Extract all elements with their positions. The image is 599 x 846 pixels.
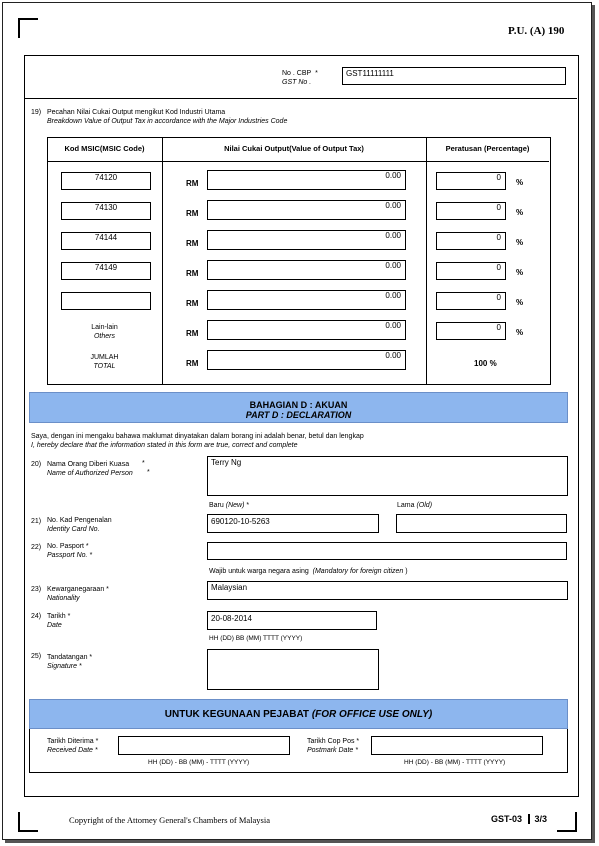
office-title-ms: UNTUK KEGUNAAN PEJABAT: [164, 709, 310, 720]
date-format-hint: HH (DD) BB (MM) TTTT (YYYY): [209, 635, 303, 642]
percent-sign: %: [516, 178, 524, 187]
percentage-field[interactable]: 0: [436, 262, 506, 280]
others-label-ms: Lain-lain: [91, 324, 118, 331]
passport-note: Wajib untuk warga negara asing (Mandatory for foreign citizen ): [209, 568, 408, 575]
required-star: *: [142, 460, 145, 467]
q20-label-ms: Nama Orang Diberi Kuasa: [47, 461, 130, 468]
q22-label-en: Passport No. *: [47, 552, 93, 559]
q24-label-en: Date: [47, 622, 62, 629]
form-code: GST-03 3/3: [491, 814, 548, 824]
col-header-percentage: Peratusan (Percentage): [445, 144, 530, 153]
nationality-field[interactable]: Malaysian: [207, 581, 568, 600]
postmark-date-label-en: Postmark Date *: [307, 747, 358, 754]
output-tax-field[interactable]: 0.00: [207, 260, 406, 280]
received-date-label-ms: Tarikh Diterima *: [47, 738, 99, 745]
q25-number: 25): [31, 653, 42, 660]
signature-field[interactable]: [207, 649, 379, 690]
rm-label: RM: [186, 299, 199, 308]
baru-label: Baru (New) *: [209, 502, 250, 509]
q23-label-ms: Kewarganegaraan *: [47, 586, 109, 593]
percent-sign: %: [516, 208, 524, 217]
msic-code-field[interactable]: 74149: [61, 262, 151, 280]
copyright: Copyright of the Attorney General's Chambers of Malaysia: [69, 815, 270, 825]
msic-code-field[interactable]: 74130: [61, 202, 151, 220]
rm-label: RM: [186, 209, 199, 218]
rm-label: RM: [186, 239, 199, 248]
q19-title-ms: Pecahan Nilai Cukai Output mengikut Kod Industri Utama: [47, 109, 226, 116]
office-use-banner: [29, 699, 568, 729]
others-tax-field[interactable]: 0.00: [207, 320, 406, 340]
q21-number: 21): [31, 518, 42, 525]
others-label-en: Others: [93, 333, 115, 340]
percent-sign: %: [516, 238, 524, 247]
part-d-title-ms: BAHAGIAN D : AKUAN: [249, 400, 348, 410]
passport-field[interactable]: [207, 542, 567, 560]
percent-sign: %: [516, 268, 524, 277]
gst-label-ms: No . CBP *: [282, 70, 318, 77]
percentage-field[interactable]: 0: [436, 232, 506, 250]
total-label-en: TOTAL: [93, 363, 116, 370]
rm-label: RM: [186, 179, 199, 188]
q25-label-en: Signature *: [47, 663, 82, 670]
col-header-output-tax: Nilai Cukai Output(Value of Output Tax): [224, 144, 364, 153]
rm-label: RM: [186, 359, 199, 368]
q21-label-en: Identity Card No.: [47, 526, 100, 533]
q20-number: 20): [31, 461, 42, 468]
ic-old-field[interactable]: [396, 514, 567, 533]
percentage-field[interactable]: 0: [436, 172, 506, 190]
total-label-ms: JUMLAH: [90, 354, 119, 361]
msic-code-field[interactable]: 74120: [61, 172, 151, 190]
gst-label-en: GST No .: [282, 79, 312, 86]
pu-ref: P.U. (A) 190: [508, 25, 565, 37]
crop-mark: [18, 18, 38, 20]
part-d-banner: [29, 392, 568, 423]
rm-label: RM: [186, 269, 199, 278]
received-date-field[interactable]: [118, 736, 290, 755]
q22-label-ms: No. Pasport *: [47, 543, 89, 550]
q19-number: 19): [31, 109, 42, 116]
crop-mark: [557, 830, 577, 832]
percent-sign: %: [516, 298, 524, 307]
postmark-date-label-ms: Tarikh Cop Pos *: [307, 738, 360, 745]
output-tax-field[interactable]: 0.00: [207, 200, 406, 220]
office-title-en: (FOR OFFICE USE ONLY): [311, 709, 433, 720]
percentage-field[interactable]: 0: [436, 202, 506, 220]
q24-number: 24): [31, 613, 42, 620]
postmark-date-format: HH (DD) - BB (MM) - TTTT (YYYY): [404, 759, 506, 766]
lama-label: Lama (Old): [397, 502, 433, 509]
crop-mark: [18, 18, 20, 38]
divider: [24, 98, 577, 99]
output-tax-field[interactable]: 0.00: [207, 230, 406, 250]
gst-number-field[interactable]: GST11111111: [342, 67, 566, 85]
table-col-line: [162, 137, 163, 384]
q23-number: 23): [31, 586, 42, 593]
crop-mark: [18, 812, 20, 832]
msic-code-field[interactable]: [61, 292, 151, 310]
ic-new-field[interactable]: 690120-10-5263: [207, 514, 379, 533]
percentage-field[interactable]: 0: [436, 292, 506, 310]
output-tax-field[interactable]: 0.00: [207, 290, 406, 310]
table-col-line: [426, 137, 427, 384]
total-tax-field: 0.00: [207, 350, 406, 370]
others-percentage-field[interactable]: 0: [436, 322, 506, 340]
q22-number: 22): [31, 544, 42, 551]
received-date-label-en: Received Date *: [47, 747, 98, 754]
table-header-line: [47, 161, 549, 162]
q23-label-en: Nationality: [47, 595, 80, 602]
q20-label-en: Name of Authorized Person: [47, 470, 133, 477]
q21-label-ms: No. Kad Pengenalan: [47, 517, 112, 524]
declaration-en: I, hereby declare that the information stated in this form are true, correct and complete: [31, 442, 298, 449]
authorized-person-field[interactable]: Terry Ng: [207, 456, 568, 496]
postmark-date-field[interactable]: [371, 736, 543, 755]
declaration-ms: Saya, dengan ini mengaku bahawa maklumat dinyatakan dalam borang ini adalah benar, betul dan lengkap: [31, 433, 364, 440]
msic-code-field[interactable]: 74144: [61, 232, 151, 250]
total-percentage: 100 %: [474, 359, 497, 368]
q24-label-ms: Tarikh *: [47, 613, 71, 620]
received-date-format: HH (DD) - BB (MM) - TTTT (YYYY): [148, 759, 250, 766]
crop-mark: [575, 812, 577, 832]
q25-label-ms: Tandatangan *: [47, 654, 93, 661]
q19-title-en: Breakdown Value of Output Tax in accordance with the Major Industries Code: [47, 118, 288, 125]
part-d-title-en: PART D : DECLARATION: [245, 410, 352, 420]
required-star: *: [147, 469, 150, 476]
percent-sign: %: [516, 328, 524, 337]
crop-mark: [18, 830, 38, 832]
date-field[interactable]: 20-08-2014: [207, 611, 377, 630]
output-tax-field[interactable]: 0.00: [207, 170, 406, 190]
rm-label: RM: [186, 329, 199, 338]
col-header-msic: Kod MSIC(MSIC Code): [64, 144, 145, 153]
